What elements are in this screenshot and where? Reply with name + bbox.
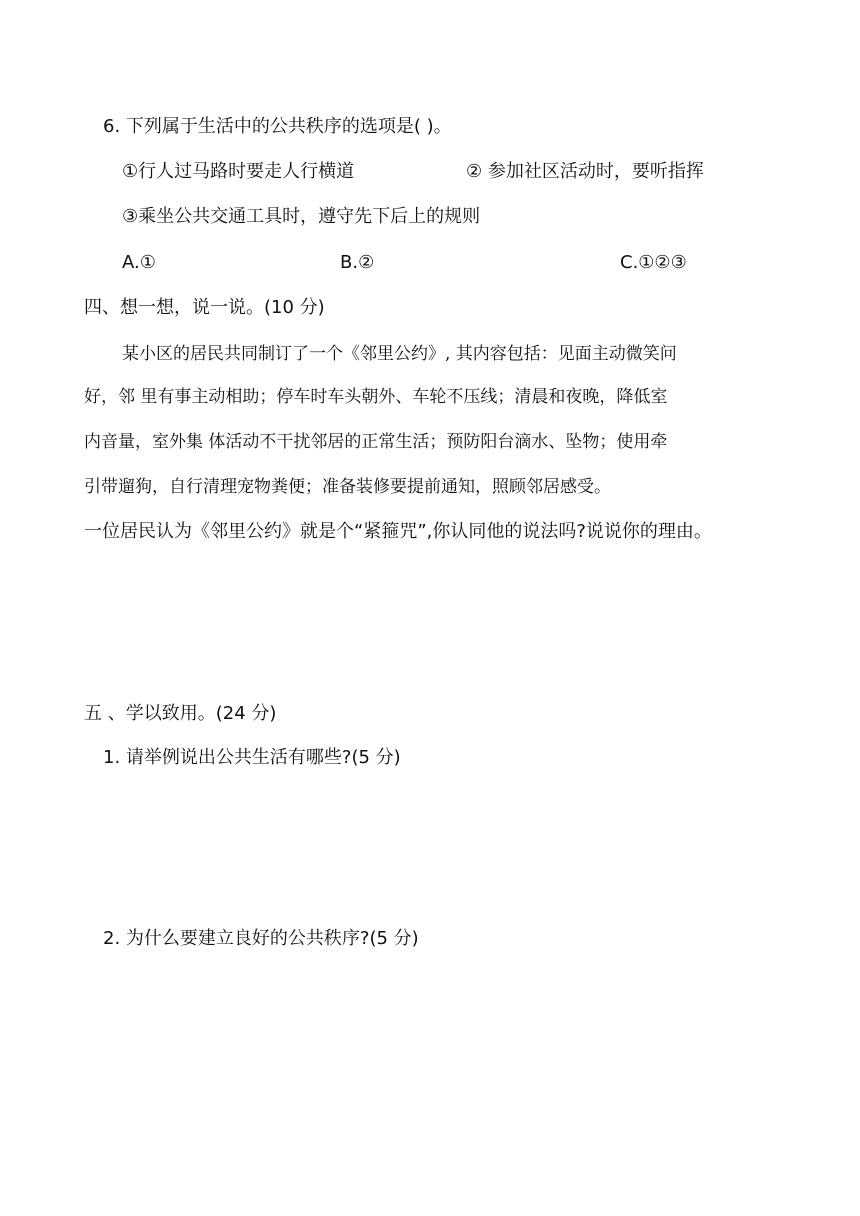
q6-option-a: A.① (122, 252, 156, 273)
q6-option-b: B.② (340, 252, 375, 273)
section-4-question: 一位居民认为《邻里公约》就是个“紧箍咒”,你认同他的说法吗?说说你的理由。 (84, 521, 712, 542)
paragraph-line: 某小区的居民共同制订了一个《邻里公约》, 其内容包括：见面主动微笑问 (122, 344, 677, 364)
section-5-question-1: 1. 请举例说出公共生活有哪些?(5 分) (103, 747, 401, 768)
q6-item-2: ② 参加社区活动时，要听指挥 (466, 161, 704, 182)
q6-item-1: ①行人过马路时要走人行横道 (122, 161, 355, 182)
q6-item-3: ③乘坐公共交通工具时，遵守先下后上的规则 (122, 206, 481, 227)
section-5-heading: 五 、学以致用。(24 分) (84, 703, 277, 724)
section-5-question-2: 2. 为什么要建立良好的公共秩序?(5 分) (103, 928, 419, 949)
q6-option-c: C.①②③ (620, 252, 687, 273)
section-4-heading: 四、想一想，说一说。(10 分) (84, 297, 325, 318)
q6-stem: 6. 下列属于生活中的公共秩序的选项是( )。 (103, 116, 452, 137)
paragraph-line: 内音量，室外集 体活动不干扰邻居的正常生活；预防阳台滴水、坠物；使用牵 (84, 432, 668, 452)
paragraph-line: 引带遛狗，自行清理宠物粪便；准备装修要提前通知，照顾邻居感受。 (84, 477, 611, 497)
paragraph-line: 好，邻 里有事主动相助；停车时车头朝外、车轮不压线；清晨和夜晚，降低室 (84, 387, 668, 407)
